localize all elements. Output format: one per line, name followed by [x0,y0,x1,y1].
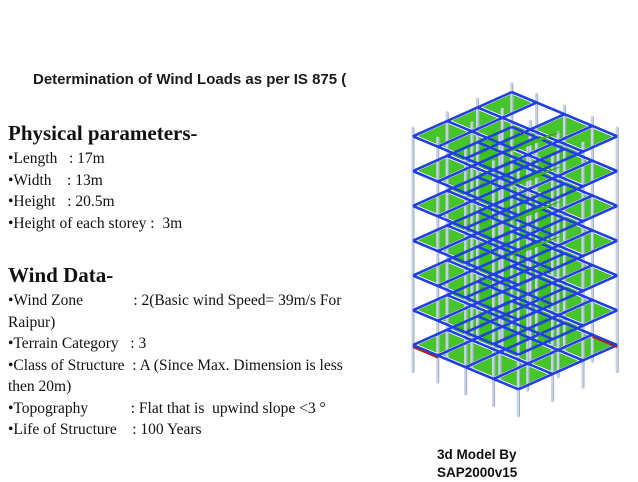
structural-frame-drawing [405,72,631,420]
physical-parameters-heading: Physical parameters- [8,121,198,145]
wind-item-zone-cont: Raipur) [8,313,56,331]
content-column [8,118,400,441]
wind-data-heading: Wind Data- [8,263,114,287]
wind-item-terrain: •Terrain Category : 3 [8,335,147,352]
model-caption: 3d Model By SAP2000v15 [437,447,518,480]
wind-item-life: •Life of Structure : 100 Years [8,421,202,438]
physical-item-storey-height: •Height of each storey : 3m [8,214,183,232]
physical-item-width: •Width : 13m [8,171,103,189]
wind-item-class-cont: then 20m) [8,378,72,395]
sap2000-3d-model-image [405,72,631,420]
physical-item-height: •Height : 20.5m [8,193,115,210]
physical-item-length: •Length : 17m [8,150,105,167]
wind-item-class: •Class of Structure : A (Since Max. Dimension is less [8,356,343,374]
wind-item-zone: •Wind Zone : 2(Basic wind Speed= 39m/s For [8,292,342,309]
slide-title: Determination of Wind Loads as per IS 875 ( [33,71,347,88]
section-gap [8,234,400,260]
wind-item-topography: •Topography : Flat that is upwind slope <3 ° [8,399,326,417]
